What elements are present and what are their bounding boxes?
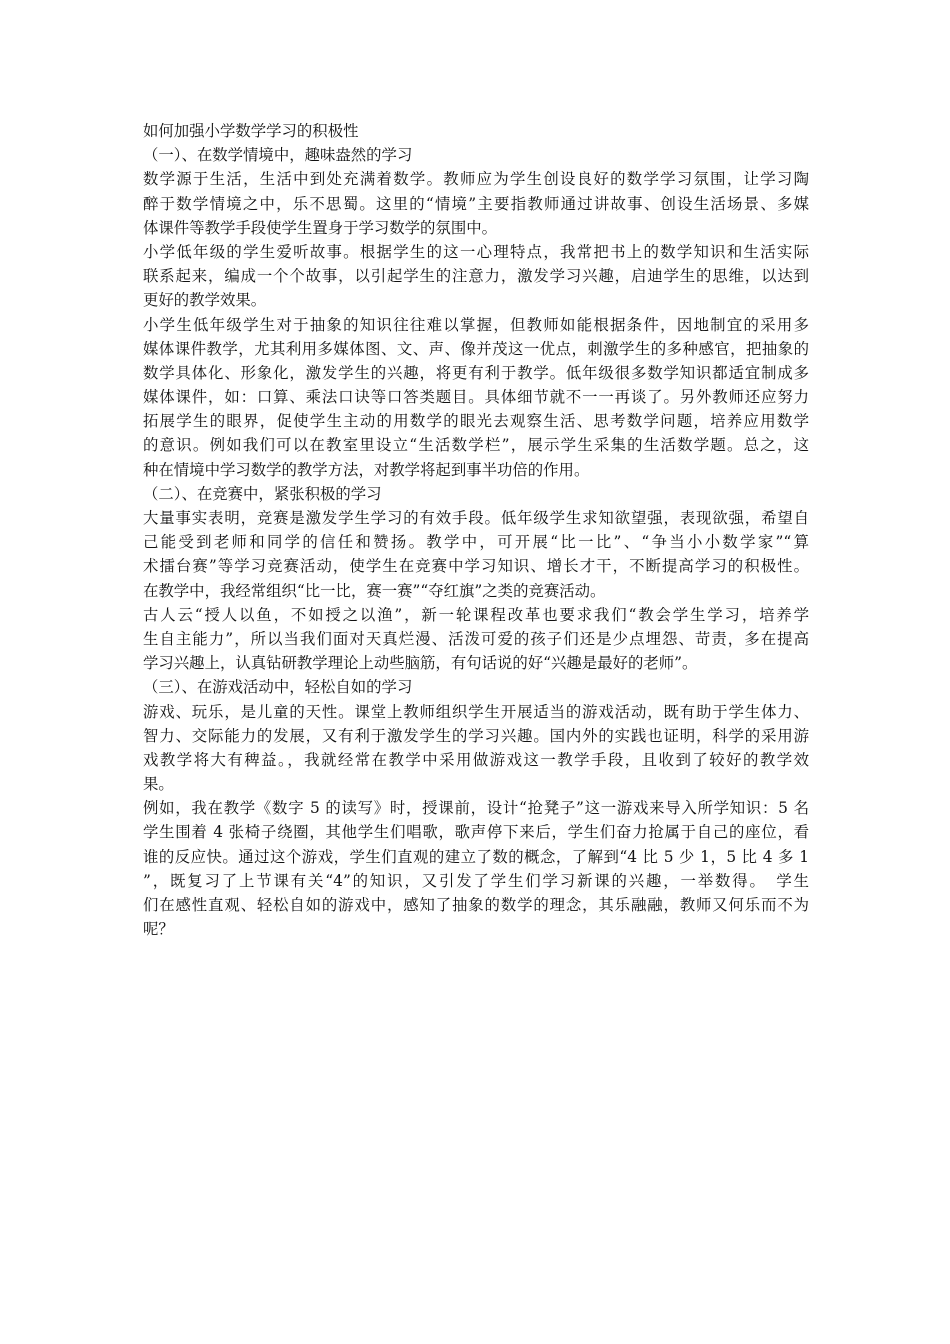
paragraph-line: 联系起来，编成一个个故事，以引起学生的注意力，激发学习兴趣，启迪学生的思维，以达到 bbox=[143, 267, 809, 286]
paragraph-line: 呢？ bbox=[143, 920, 174, 939]
paragraph-line: 生自主能力”，所以当我们面对天真烂漫、活泼可爱的孩子们还是少点埋怨、苛责，多在提高 bbox=[143, 629, 809, 648]
paragraph-4 bbox=[143, 506, 809, 603]
paragraph-line: 们在感性直观、轻松自如的游戏中，感知了抽象的数学的理念，其乐融融，教师又何乐而不为 bbox=[143, 896, 809, 914]
paragraph-line: 小学低年级的学生爱听故事。根据学生的这一心理特点，我常把书上的数学知识和生活实际 bbox=[143, 242, 809, 261]
paragraph-2 bbox=[143, 240, 809, 313]
paragraph-line: 醉于数学情境之中，乐不思蜀。这里的“情境”主要指教师通过讲故事、创设生活场景、多媒 bbox=[143, 194, 809, 213]
heading-line: （三）、在游戏活动中，轻松自如的学习 bbox=[143, 678, 413, 697]
heading-line: （一）、在数学情境中，趣味盎然的学习 bbox=[143, 146, 413, 165]
paragraph-line: 媒体课件，如：口算、乘法口诀等口答类题目。具体细节就不一一再谈了。另外教师还应努力 bbox=[143, 388, 809, 407]
paragraph-line: 学生围着 4 张椅子绕圈，其他学生们唱歌，歌声停下来后，学生们奋力抢属于自己的座位，看 bbox=[143, 823, 809, 842]
paragraph-line: 拓展学生的眼界，促使学生主动的用数学的眼光去观察生活、思考数学问题，培养应用数学 bbox=[143, 412, 809, 431]
heading-line: （二）、在竞赛中，紧张积极的学习 bbox=[143, 484, 382, 503]
paragraph-line: 谁的反应快。通过这个游戏，学生们直观的建立了数的概念，了解到“4 比 5 少 1，5 比 4 多 1 bbox=[143, 847, 809, 866]
paragraph-line: 小学生低年级学生对于抽象的知识往往难以掌握，但教师如能根据条件，因地制宜的采用多 bbox=[143, 315, 809, 334]
paragraph-1 bbox=[143, 167, 809, 240]
paragraph-line: 更好的教学效果。 bbox=[143, 291, 267, 310]
paragraph-line: 游戏、玩乐，是儿童的天性。课堂上教师组织学生开展适当的游戏活动，既有助于学生体力、 bbox=[143, 702, 809, 721]
section-heading-2 bbox=[143, 482, 809, 506]
paragraph-line: 体课件等教学手段使学生置身于学习数学的氛围中。 bbox=[143, 218, 497, 237]
paragraph-3 bbox=[143, 313, 809, 482]
paragraph-7 bbox=[143, 796, 809, 941]
paragraph-line: 戏教学将大有稗益。，我就经常在教学中采用做游戏这一教学手段，且收到了较好的教学效 bbox=[143, 750, 809, 769]
paragraph-line: 古人云“授人以鱼，不如授之以渔”，新一轮课程改革也要求我们“教会学生学习，培养学 bbox=[143, 605, 809, 624]
paragraph-line: 果。 bbox=[143, 775, 174, 794]
paragraph-line: 数学具体化、形象化，激发学生的兴趣，将更有利于教学。低年级很多数学知识都适宜制成多 bbox=[143, 363, 809, 382]
paragraph-line: 己能受到老师和同学的信任和赞扬。教学中，可开展“比一比”、“争当小小数学家”“算 bbox=[143, 533, 809, 552]
section-heading-3 bbox=[143, 675, 809, 699]
paragraph-line: 数学源于生活，生活中到处充满着数学。教师应为学生创设良好的数学学习氛围，让学习陶 bbox=[143, 170, 809, 189]
paragraph-line: 的意识。例如我们可以在教室里设立“生活数学栏”，展示学生采集的生活数学题。总之，这 bbox=[143, 436, 809, 455]
paragraph-line: 例如，我在教学《数字 5 的读写》时，授课前，设计“抢凳子”这一游戏来导入所学知识：5 名 bbox=[143, 799, 809, 818]
paragraph-line: 学习兴趣上，认真钻研教学理论上动些脑筋，有句话说的好“兴趣是最好的老师”。 bbox=[143, 654, 698, 673]
paragraph-6 bbox=[143, 700, 809, 797]
paragraph-line: 大量事实表明，竞赛是激发学生学习的有效手段。低年级学生求知欲望强，表现欲强，希望自 bbox=[143, 509, 809, 527]
paragraph-line: 在教学中，我经常组织“比一比，赛一赛”“夺红旗”之类的竞赛活动。 bbox=[143, 581, 606, 600]
paragraph-line: 智力、交际能力的发展，又有利于激发学生的学习兴趣。国内外的实践也证明，科学的采用游 bbox=[143, 726, 809, 745]
document-page bbox=[143, 119, 809, 941]
paragraph-line: 术擂台赛”等学习竞赛活动，使学生在竞赛中学习知识、增长才干，不断提高学习的积极性。 bbox=[143, 557, 809, 576]
paragraph-5 bbox=[143, 603, 809, 676]
paragraph-line: 媒体课件教学，尤其利用多媒体图、文、声、像并茂这一优点，刺激学生的多种感官，把抽象的 bbox=[143, 339, 809, 358]
paragraph-line: 种在情境中学习数学的教学方法，对教学将起到事半功倍的作用。 bbox=[143, 460, 590, 479]
section-heading-1 bbox=[143, 143, 809, 167]
paragraph-line: ”，既复习了上节课有关“4”的知识，又引发了学生们学习新课的兴趣，一举数得。 学生 bbox=[143, 871, 809, 890]
document-title: 如何加强小学数学学习的积极性 bbox=[143, 122, 359, 140]
